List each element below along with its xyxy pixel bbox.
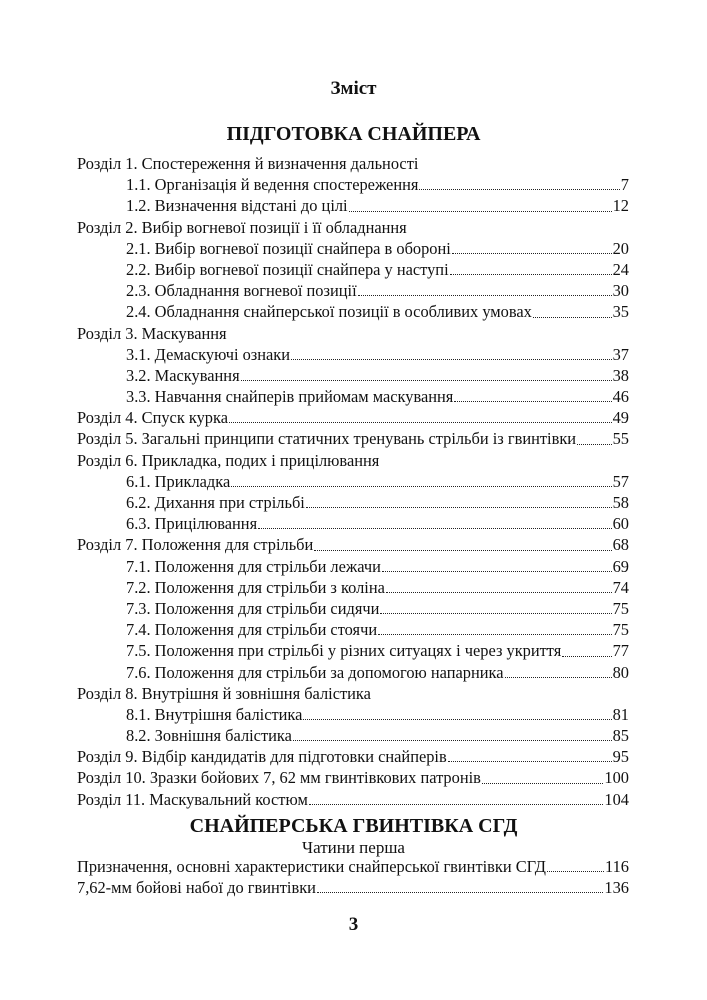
toc-dot-leader	[450, 274, 612, 275]
toc-entry	[77, 471, 629, 492]
toc-entry-title: 7.4. Положення для стрільби стоячи	[126, 620, 378, 640]
toc-entry	[77, 280, 629, 301]
toc-entry-title: 6.3. Прицілювання	[126, 514, 258, 534]
toc-entry-title: 6.2. Дихання при стрільбі	[126, 493, 305, 512]
toc-dot-leader	[577, 444, 612, 445]
toc-entry-page: 20	[612, 238, 629, 258]
toc-entry-title: Розділ 8. Внутрішня й зовнішня балістика	[77, 683, 371, 703]
toc-entry-title: Розділ 10. Зразки бойових 7, 62 мм гвинтівкових патронів	[77, 768, 481, 788]
toc-dot-leader	[382, 571, 612, 572]
toc-dot-leader	[258, 528, 611, 529]
toc-entry	[77, 301, 629, 322]
toc-entry	[77, 450, 629, 471]
toc-entry	[77, 640, 629, 661]
toc-entry-title: 1.2. Визначення відстані до цілі	[126, 196, 348, 216]
toc-entry	[77, 428, 629, 449]
toc-entry-page: 12	[612, 196, 629, 216]
toc-entry-title: 3.2. Маскування	[126, 365, 240, 385]
part2-heading: СНАЙПЕРСЬКА ГВИНТІВКА СГД	[189, 815, 518, 837]
toc-entry-title: Розділ 11. Маскувальний костюм	[77, 789, 308, 809]
toc-entry	[77, 174, 629, 195]
toc-entry-title: Розділ 7. Положення для стрільби	[77, 535, 314, 555]
toc-dot-leader	[229, 422, 612, 423]
toc-entry-page: 58	[612, 493, 629, 512]
toc-entry-title: 7.2. Положення для стрільби з коліна	[126, 577, 385, 597]
toc-entry	[77, 195, 629, 216]
toc-dot-leader	[314, 550, 611, 551]
toc-entry-title: 8.2. Зовнішня балістика	[126, 726, 292, 746]
toc-entry-title: 3.1. Демаскуючі ознаки	[126, 344, 291, 364]
toc-entry-page: 24	[612, 259, 629, 279]
toc-dot-leader	[386, 592, 612, 593]
toc-entry-page: 57	[612, 471, 629, 491]
toc-entry	[77, 344, 629, 365]
toc-entry-title: 2.4. Обладнання снайперської позиції в особливих умовах	[126, 302, 532, 322]
toc-entry	[77, 323, 629, 344]
toc-dot-leader	[358, 295, 612, 296]
toc-entry-page: 38	[612, 365, 629, 385]
toc-entry	[77, 534, 629, 555]
toc-entry	[77, 662, 629, 683]
toc-entry-page: 37	[612, 344, 629, 364]
toc-entry-page: 77	[612, 641, 629, 661]
toc-entry-title: Розділ 3. Маскування	[77, 323, 227, 343]
toc-entry-page: 46	[612, 387, 629, 407]
toc-part2	[77, 856, 629, 898]
toc-dot-leader	[309, 804, 604, 805]
toc-entry	[77, 577, 629, 598]
toc-entry	[77, 238, 629, 259]
toc-entry-title: 8.1. Внутрішня балістика	[126, 704, 303, 724]
toc-entry-page: 7	[620, 175, 629, 195]
toc-entry-page: 75	[612, 598, 629, 618]
toc-part1	[77, 153, 629, 810]
part2-subheading: Чатини перша	[302, 838, 405, 857]
toc-entry-title: 3.3. Навчання снайперів прийомам маскування	[126, 387, 454, 407]
toc-dot-leader	[448, 761, 612, 762]
toc-dot-leader	[317, 892, 603, 893]
toc-dot-leader	[419, 189, 619, 190]
toc-entry-page: 30	[612, 281, 629, 301]
toc-dot-leader	[306, 507, 612, 508]
toc-entry-title: 7.1. Положення для стрільби лежачи	[126, 556, 381, 576]
toc-entry-page: 100	[604, 768, 629, 788]
toc-entry-page: 75	[612, 620, 629, 640]
toc-entry-page: 55	[612, 429, 629, 449]
toc-entry-page: 116	[605, 857, 629, 876]
toc-dot-leader	[380, 613, 611, 614]
toc-entry-title: 7,62-мм бойові набої до гвинтівки	[77, 878, 316, 898]
toc-dot-leader	[303, 719, 611, 720]
toc-entry-page: 74	[612, 577, 629, 597]
toc-entry	[77, 598, 629, 619]
toc-entry-page: 104	[604, 789, 629, 809]
page-number: 3	[348, 914, 359, 935]
toc-dot-leader	[562, 656, 611, 657]
toc-entry-title: Розділ 6. Прикладка, подих і прицілювання	[77, 450, 380, 470]
toc-entry-title: Розділ 4. Спуск курка	[77, 408, 228, 428]
toc-entry-page: 69	[612, 556, 629, 576]
toc-entry-page: 80	[612, 662, 629, 682]
toc-entry	[77, 683, 629, 704]
page-title: Зміст	[330, 78, 377, 99]
toc-dot-leader	[291, 359, 612, 360]
toc-entry-title: 7.3. Положення для стрільби сидячи	[126, 598, 380, 618]
toc-entry-title: 7.5. Положення при стрільбі у різних ситуацях і через укриття	[126, 641, 562, 661]
toc-entry	[77, 217, 629, 238]
toc-dot-leader	[547, 871, 604, 872]
toc-dot-leader	[452, 253, 612, 254]
toc-dot-leader	[349, 211, 612, 212]
toc-dot-leader	[293, 740, 612, 741]
toc-dot-leader	[533, 317, 612, 318]
toc-entry-title: 2.3. Обладнання вогневої позиції	[126, 281, 357, 301]
toc-entry	[77, 619, 629, 640]
toc-entry-page: 60	[612, 514, 629, 534]
toc-entry	[77, 407, 629, 428]
toc-entry-page: 49	[612, 408, 629, 428]
toc-entry-title: 7.6. Положення для стрільби за допомогою напарника	[126, 662, 504, 682]
toc-entry-page: 95	[612, 747, 629, 767]
toc-entry	[77, 767, 629, 788]
toc-entry-page: 81	[612, 704, 629, 724]
part1-heading: ПІДГОТОВКА СНАЙПЕРА	[226, 123, 481, 145]
toc-entry	[77, 513, 629, 534]
toc-entry	[77, 704, 629, 725]
toc-entry-title: Призначення, основні характеристики снайперської гвинтівки СГД	[77, 857, 546, 876]
toc-entry-title: Розділ 1. Спостереження й визначення дальності	[77, 154, 419, 173]
toc-entry-title: 6.1. Прикладка	[126, 471, 231, 491]
toc-dot-leader	[454, 401, 611, 402]
toc-entry	[77, 153, 629, 174]
toc-entry	[77, 365, 629, 386]
toc-dot-leader	[505, 677, 612, 678]
toc-entry	[77, 492, 629, 513]
toc-entry-page: 35	[612, 302, 629, 322]
toc-entry	[77, 877, 629, 898]
toc-entry	[77, 556, 629, 577]
toc-entry-page: 85	[612, 726, 629, 746]
toc-entry	[77, 746, 629, 767]
toc-entry-title: Розділ 5. Загальні принципи статичних тренувань стрільби із гвинтівки	[77, 429, 577, 449]
toc-entry	[77, 259, 629, 280]
toc-dot-leader	[482, 783, 604, 784]
toc-entry	[77, 789, 629, 810]
toc-entry	[77, 856, 629, 877]
toc-dot-leader	[231, 486, 611, 487]
toc-entry-title: Розділ 9. Відбір кандидатів для підготовки снайперів	[77, 747, 447, 767]
toc-entry-title: 2.1. Вибір вогневої позиції снайпера в обороні	[126, 238, 451, 258]
toc-entry-title: Розділ 2. Вибір вогневої позиції і її обладнання	[77, 217, 407, 237]
toc-entry-page: 136	[604, 878, 629, 898]
toc-dot-leader	[378, 634, 612, 635]
toc-entry-title: 1.1. Організація й ведення спостереження	[126, 175, 419, 195]
toc-entry-page: 68	[612, 535, 629, 555]
toc-entry	[77, 725, 629, 746]
toc-dot-leader	[241, 380, 612, 381]
toc-entry	[77, 386, 629, 407]
toc-entry-title: 2.2. Вибір вогневої позиції снайпера у наступі	[126, 259, 449, 279]
